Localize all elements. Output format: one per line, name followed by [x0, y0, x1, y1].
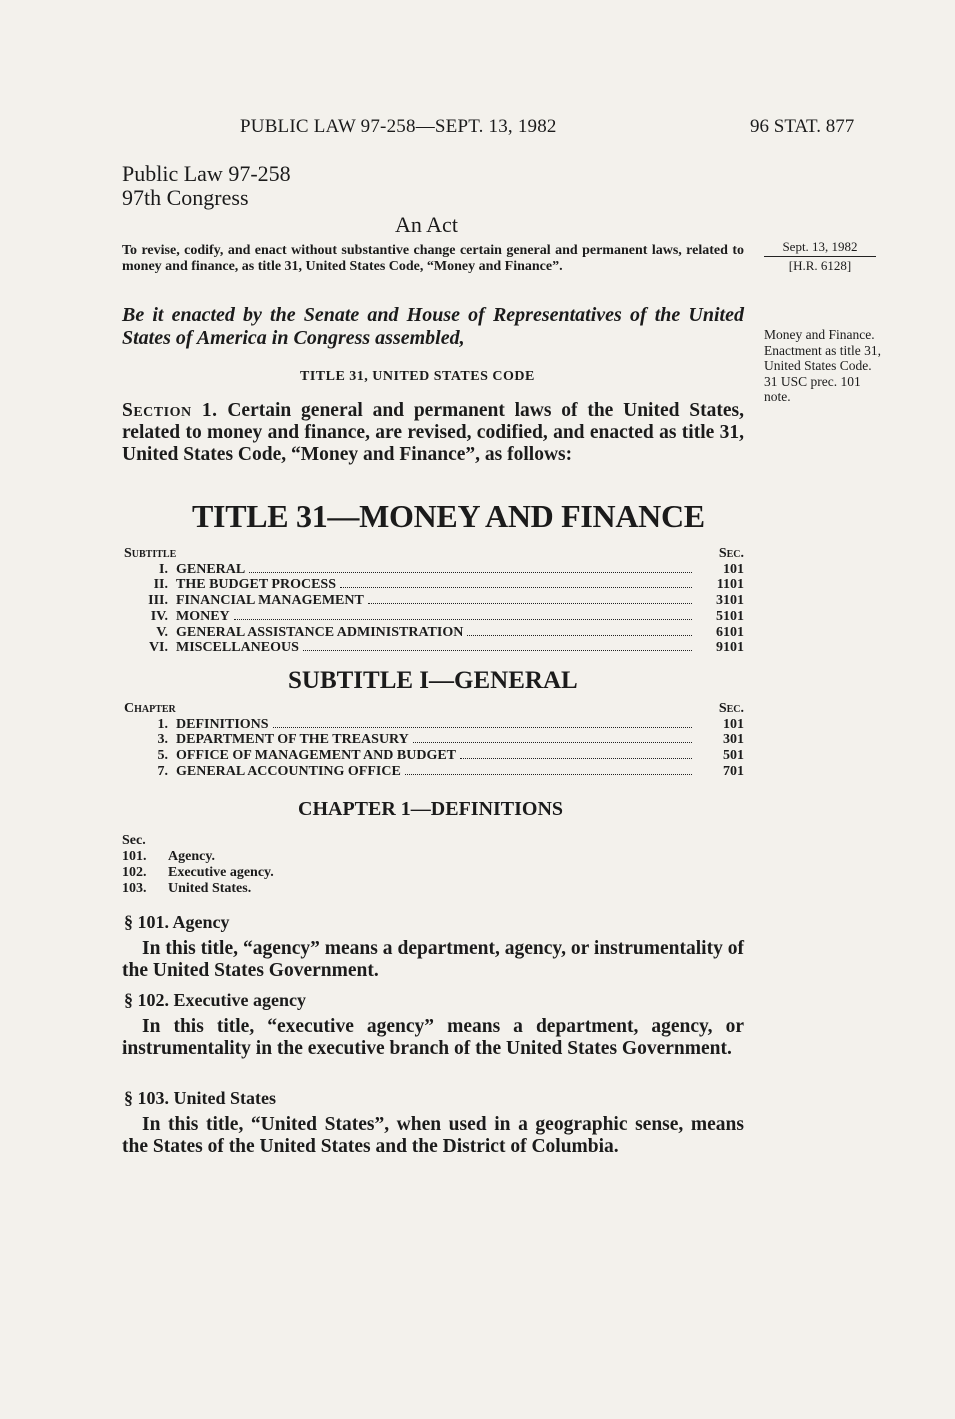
dot-leader — [405, 774, 692, 775]
toc-number: I. — [159, 561, 168, 577]
toc-section: 101 — [723, 716, 744, 732]
toc-row — [124, 625, 744, 641]
public-law-number: Public Law 97-258 — [122, 161, 291, 186]
section-103-heading: § 103. United States — [124, 1088, 276, 1108]
toc-header — [124, 701, 744, 717]
section-102-text: In this title, “executive agency” means a department, agency, or instrumentality in the executive branch of the United States Government. — [122, 1016, 744, 1059]
dot-leader — [413, 742, 692, 743]
margin-date: Sept. 13, 1982 — [764, 238, 876, 257]
dot-leader — [340, 587, 692, 588]
margin-date-block — [764, 238, 876, 275]
toc-number: IV. — [150, 608, 168, 624]
chapter-1-heading: CHAPTER 1—DEFINITIONS — [298, 798, 564, 820]
toc-label: DEPARTMENT OF THE TREASURY — [176, 732, 409, 748]
section-1-label: Section 1. — [122, 400, 218, 421]
subtitle-1-heading: SUBTITLE I—GENERAL — [288, 667, 578, 694]
enacting-clause: Be it enacted by the Senate and House of Representatives of the United States of America in Congress assembled, — [122, 304, 744, 349]
toc-number: 7. — [157, 763, 168, 779]
toc-section: 101 — [723, 561, 744, 577]
section-103-text: In this title, “United States”, when used in a geographic sense, means the States of the United States and the District of Columbia. — [122, 1114, 744, 1157]
toc-number: 5. — [157, 748, 168, 764]
section-title: United States. — [168, 881, 252, 896]
toc-label: GENERAL — [176, 561, 246, 577]
section-list-header: Sec. — [122, 833, 146, 848]
an-act-heading: An Act — [395, 212, 458, 237]
subtitle-table-of-contents — [124, 546, 744, 656]
toc-section: 1101 — [716, 577, 744, 593]
toc-row — [124, 732, 744, 748]
section-number: 101. — [122, 849, 147, 864]
section-title: Executive agency. — [168, 865, 274, 880]
section-1-text: Certain general and permanent laws of the United States, related to money and finance, are revised, codified, and enacted as title 31, United States Code, “Money and Finance”, as follows: — [122, 400, 744, 465]
margin-note-block — [764, 327, 884, 405]
toc-row — [124, 593, 744, 609]
toc-col-subtitle: Subtitle — [124, 546, 177, 561]
dot-leader — [234, 619, 692, 620]
toc-section: 3101 — [716, 593, 744, 609]
toc-col-chapter: Chapter — [124, 701, 176, 716]
toc-number: 3. — [157, 732, 168, 748]
margin-bill-number: [H.R. 6128] — [788, 258, 852, 273]
chapter-1-section-list — [122, 833, 274, 897]
toc-label: DEFINITIONS — [176, 716, 269, 732]
law-identifier — [122, 162, 291, 210]
running-head: PUBLIC LAW 97-258—SEPT. 13, 1982 — [240, 116, 557, 137]
toc-section: 701 — [723, 763, 744, 779]
toc-row — [124, 764, 744, 780]
toc-row — [124, 562, 744, 578]
toc-section: 6101 — [716, 624, 744, 640]
dot-leader — [467, 635, 692, 636]
toc-number: 1. — [157, 716, 168, 732]
toc-section: 501 — [723, 748, 744, 764]
list-item — [122, 881, 274, 897]
toc-label: GENERAL ASSISTANCE ADMINISTRATION — [176, 624, 464, 640]
act-purpose: To revise, codify, and enact without substantive change certain general and permanent laws, related to money and finance, as title 31, United States Code, “Money and Finance”. — [122, 243, 744, 274]
margin-reference: 31 USC prec. 101 note. — [764, 373, 861, 404]
toc-col-sec: Sec. — [718, 546, 744, 561]
dot-leader — [460, 758, 692, 759]
toc-number: V. — [156, 624, 168, 640]
dot-leader — [273, 727, 692, 728]
toc-label: MISCELLANEOUS — [176, 640, 299, 656]
toc-section: 9101 — [716, 640, 744, 656]
toc-row — [124, 640, 744, 656]
list-item — [122, 865, 274, 881]
toc-col-sec: Sec. — [718, 701, 744, 716]
title-31-heading: TITLE 31—MONEY AND FINANCE — [192, 498, 705, 534]
congress-number: 97th Congress — [122, 185, 249, 210]
toc-label: THE BUDGET PROCESS — [176, 577, 337, 593]
toc-section: 5101 — [716, 608, 744, 624]
chapter-table-of-contents — [124, 701, 744, 780]
section-1 — [122, 400, 744, 466]
toc-label: MONEY — [176, 608, 230, 624]
toc-label: OFFICE OF MANAGEMENT AND BUDGET — [176, 748, 457, 764]
section-102-heading: § 102. Executive agency — [124, 990, 306, 1010]
toc-row — [124, 577, 744, 593]
section-number: 102. — [122, 865, 147, 880]
section-101-heading: § 101. Agency — [124, 912, 230, 932]
toc-number: II. — [153, 577, 168, 593]
toc-label: GENERAL ACCOUNTING OFFICE — [176, 763, 401, 779]
code-heading: TITLE 31, UNITED STATES CODE — [300, 369, 535, 384]
toc-header — [124, 546, 744, 562]
statute-page-number: 96 STAT. 877 — [750, 116, 855, 137]
toc-row — [124, 717, 744, 733]
toc-row — [124, 748, 744, 764]
section-number: 103. — [122, 881, 147, 896]
section-title: Agency. — [168, 849, 216, 864]
toc-row — [124, 609, 744, 625]
dot-leader — [249, 572, 692, 573]
toc-number: VI. — [148, 640, 168, 656]
section-101-text: In this title, “agency” means a department, agency, or instrumentality of the United States Government. — [122, 938, 744, 981]
toc-section: 301 — [723, 732, 744, 748]
toc-number: III. — [148, 593, 168, 609]
list-item — [122, 849, 274, 865]
dot-leader — [303, 650, 692, 651]
toc-label: FINANCIAL MANAGEMENT — [176, 593, 364, 609]
dot-leader — [368, 603, 692, 604]
margin-note: Money and Finance. Enactment as title 31, United States Code. — [764, 327, 881, 373]
